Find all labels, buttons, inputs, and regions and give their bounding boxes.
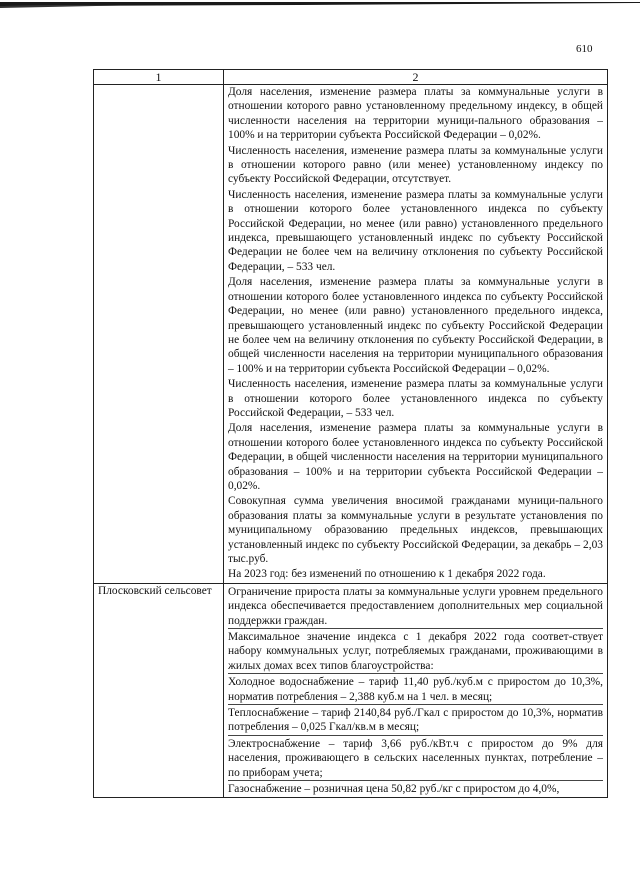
document-table: [93, 69, 608, 798]
paragraph: Теплоснабжение – тариф 2140,84 руб./Гкал с приростом до 10,3%, норматив потребления – 0,025 Гкал/кв.м в месяц;: [228, 704, 603, 735]
paragraph: Доля населения, изменение размера платы за коммунальные услуги в отношении которого равно установленному предельному индексу, в общей численности населения на территории муници-пального образования – 100% и на территории субъекта Российской Федерации – 0,02%.: [228, 86, 603, 142]
paragraph: Электроснабжение – тариф 3,66 руб./кВт.ч с приростом до 9% для населения, проживающего в сельских населенных пунктах, потребление – по приборам учета;: [228, 735, 603, 780]
paragraph: Совокупная сумма увеличения вносимой гражданами муници-пального образования платы за коммунальные услуги в результате установления по муниципальному образованию предельных индексов, превышающих установленный индекс по субъекту Российской Федерации, за декабрь – 2,03 тыс.руб.: [228, 495, 603, 565]
table-row: [94, 583, 608, 797]
scan-edge-mark: [0, 0, 640, 14]
paragraph: Максимальное значение индекса с 1 декабря 2022 года соответ-ствует набору коммунальных услуг, потребляемых гражданами, проживающими в жилых домах всех типов благоустройства:: [228, 628, 603, 673]
paragraph: Газоснабжение – розничная цена 50,82 руб./кг с приростом до 4,0%,: [228, 780, 603, 796]
column-header-2: 2: [224, 70, 608, 85]
row2-right-cell: [224, 583, 608, 797]
row1-right-cell: [224, 85, 608, 584]
paragraph: Холодное водоснабжение – тариф 11,40 руб./куб.м с приростом до 10,3%, норматив потребления – 2,388 куб.м на 1 чел. в месяц;: [228, 673, 603, 704]
page-number: 610: [576, 43, 593, 55]
table-row: [94, 85, 608, 584]
paragraph: Численность населения, изменение размера платы за коммунальные услуги в отношении которого равно (или менее) установленному индексу по субъекту Российской Федерации, отсутствует.: [228, 144, 603, 186]
paragraph: Численность населения, изменение размера платы за коммунальные услуги в отношении которого более установленного индекса по субъекту Российской Федерации, – 533 чел.: [228, 378, 603, 419]
paragraph: На 2023 год: без изменений по отношению к 1 декабря 2022 года.: [228, 568, 546, 581]
column-header-1: 1: [94, 70, 224, 85]
row2-left-cell: Плосковский сельсовет: [94, 583, 224, 797]
row1-left-cell: [94, 85, 224, 584]
paragraph: Ограничение прироста платы за коммунальные услуги уровнем предельного индекса обеспечивается предоставлением дополнительных мер социальной поддержки граждан.: [228, 585, 603, 627]
paragraph: Доля населения, изменение размера платы за коммунальные услуги в отношении которого более установленного индекса по субъекту Российской Федерации, но менее (или равно) установленного предельного индекса, превышающего установленный индекс по субъекту Российской Федерации не более чем на величину отклонения по субъекту Российской Федерации, в общей численности населения на территории муниципального образования – 100% и на территории субъекта Российской Федерации – 0,02%.: [228, 276, 603, 375]
table-header-row: [94, 70, 608, 85]
paragraph: Численность населения, изменение размера платы за коммунальные услуги в отношении которого более установленного индекса по субъекту Российской Федерации, но менее (или равно) установленного предельного индекса, превышающего установленный индекс по субъекту Российской Федерации не более чем на величину отклонения по субъекту Российской Федерации, – 533 чел.: [228, 188, 603, 273]
paragraph: Доля населения, изменение размера платы за коммунальные услуги в отношении которого более установленного индекса по субъекту Российской Федерации, в общей численности населения на территории муниципального образования – 100% и на территории субъекта Российской Федерации – 0,02%.: [228, 422, 603, 492]
